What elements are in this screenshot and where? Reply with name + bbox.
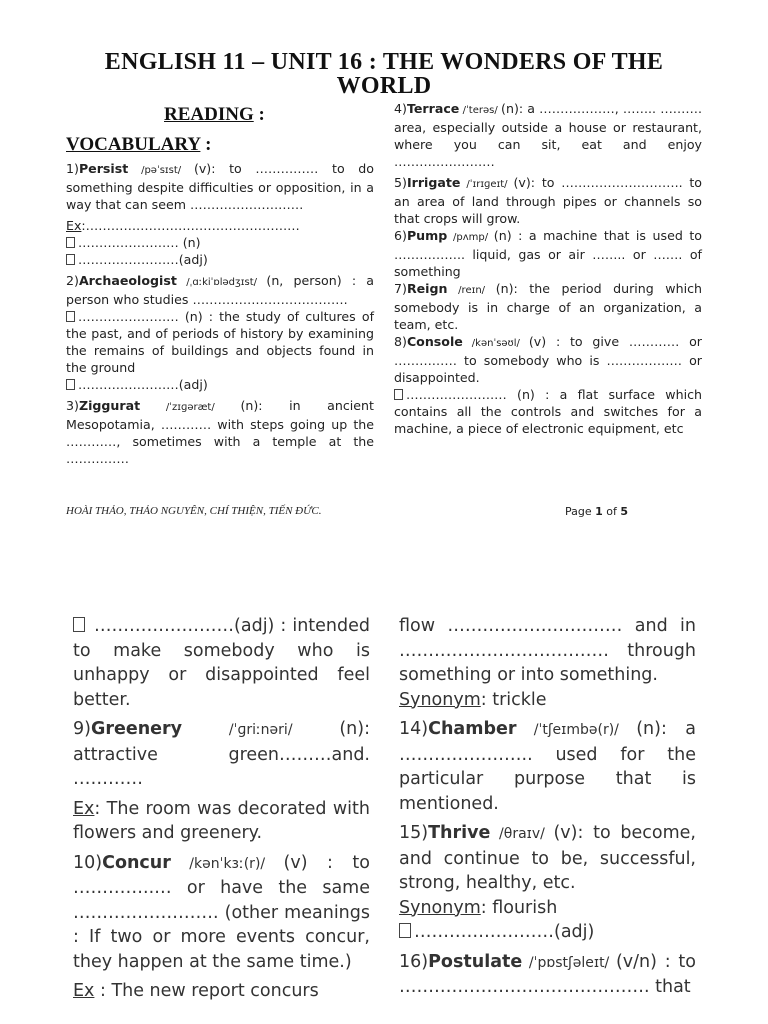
entry-archaeologist: 2)Archaeologist /ˌɑːkiˈɒlədʒɪst/ (n, person) : a person who studies ……………………………….: [66, 273, 374, 307]
phonetic: /ˌɑːkiˈɒlədʒɪst/: [176, 277, 267, 288]
vocab-word: Ziggurat: [78, 398, 141, 413]
entry-postulate: 16)Postulate /ˈpɒstʃəleɪt/ (v/n) : to ……………………………………. that: [399, 951, 696, 997]
phonetic: /reɪn/: [447, 285, 496, 296]
entry-persist: 1)Persist /pəˈsɪst/ (v): to …………… to do something despite difficulties or opposition, in a way that can seem ………………………: [66, 161, 374, 212]
checkbox-glyph-icon: [73, 617, 85, 632]
entry-irrigate: 5)Irrigate /ˈɪrɪɡeɪt/ (v): to ……………………….. to an area of land through pipes or channels so that crops will grow.: [394, 175, 702, 226]
vocab-word: Concur: [102, 852, 171, 873]
word-form-line: ……………………(adj): [66, 251, 374, 268]
word-form-line: ……………………(adj): [399, 920, 696, 945]
phonetic: /ˈpɒstʃəleɪt/: [522, 954, 616, 971]
checkbox-glyph-icon: [399, 923, 411, 938]
entry-pump: 6)Pump /pʌmp/ (n) : a machine that is used to …………….. liquid, gas or air …….. or ……. of something: [394, 228, 702, 279]
reading-heading: READING :: [164, 104, 265, 125]
word-form-line: …………………… (n): [66, 234, 374, 251]
checkbox-glyph-icon: [394, 389, 403, 400]
phonetic: /pəˈsɪst/: [128, 165, 194, 176]
checkbox-glyph-icon: [66, 311, 75, 322]
checkbox-glyph-icon: [66, 237, 75, 248]
page-title: ENGLISH 11 – UNIT 16 : THE WONDERS OF THE WORLD: [104, 49, 664, 99]
page2-left-column: [73, 614, 370, 1009]
entry-terrace: 4)Terrace /ˈterəs/ (n): a ………………, …….. ………. area, especially outside a house or restaurant, where you can sit, eat and enjoy ……………………: [394, 101, 702, 169]
example-line: Ex:……………………………………………: [66, 218, 300, 233]
page-number: Page 1 of 5: [565, 505, 629, 518]
entry-greenery: 9)Greenery /ˈɡriːnəri/ (n): attractive green………and. …………: [73, 719, 370, 789]
vocab-word: Persist: [78, 161, 129, 176]
vocab-word: Chamber: [428, 719, 517, 739]
vocab-word: Pump: [406, 228, 448, 243]
phonetic: /kənˈsəʊl/: [462, 338, 529, 349]
checkbox-glyph-icon: [66, 254, 75, 265]
vocab-word: Greenery: [90, 719, 183, 739]
entry-reign: 7)Reign /reɪn/ (n): the period during which somebody is in charge of an organization, a team, etc.: [394, 281, 702, 332]
word-form-line: ……………………(adj): [66, 376, 374, 393]
vocab-word: Terrace: [406, 101, 460, 116]
phonetic: /kənˈkɜː(r)/: [170, 855, 284, 872]
right-column: [394, 100, 702, 441]
phonetic: /θraɪv/: [490, 826, 554, 842]
entry-console: 8)Console /kənˈsəʊl/ (v) : to give ………… or …………… to somebody who is ……………… or disappointed.: [394, 334, 702, 385]
phonetic: /ˈɪrɪɡeɪt/: [460, 179, 514, 190]
page2-right-column: [399, 614, 696, 1005]
phonetic: /ˈzɪɡəræt/: [140, 402, 241, 413]
phonetic: /ˈtʃeɪmbə(r)/: [516, 722, 637, 738]
vocab-word: Archaeologist: [78, 273, 177, 288]
footer-authors: HOÀI THẢO, THẢO NGUYÊN, CHÍ THIỆN, TIẾN ĐỨC.: [66, 505, 322, 517]
continued-text: flow ………………………… and in ……………………………… through something or into something.: [399, 616, 696, 685]
synonym-line: Synonym: trickle: [399, 689, 547, 710]
vocab-word: Console: [406, 334, 463, 349]
word-form-line: …………………… (n) : the study of cultures of the past, and of periods of history by examining the remains of buildings and objects found in the ground: [66, 309, 374, 375]
example-line: Ex : The new report concurs: [73, 981, 319, 1001]
vocab-word: Irrigate: [406, 175, 461, 190]
vocab-word: Reign: [406, 281, 448, 296]
entry-chamber: 14)Chamber /ˈtʃeɪmbə(r)/ (n): a ………………….. used for the particular purpose that is mentioned.: [399, 719, 696, 814]
entry-thrive: 15)Thrive /θraɪv/ (v): to become, and continue to be, successful, strong, healthy, etc.: [399, 823, 696, 893]
entry-concur: 10)Concur /kənˈkɜː(r)/ (v) : to …………..… or have the same ……………………. (other meanings : If two or more events concur, they happen at the same time.): [73, 852, 370, 972]
vocab-word: Thrive: [428, 823, 491, 843]
synonym-line: Synonym: flourish: [399, 897, 558, 918]
word-form-line: ……………………(adj) : intended to make somebody who is unhappy or disappointed feel better.: [73, 616, 370, 710]
phonetic: /ˈterəs/: [459, 105, 502, 116]
vocabulary-heading: VOCABULARY :: [66, 134, 212, 155]
word-form-line: …………………… (n) : a flat surface which contains all the controls and switches for a machine, a piece of electronic equipment, etc: [394, 387, 702, 436]
left-column: [66, 160, 374, 471]
entry-ziggurat: 3)Ziggurat /ˈzɪɡəræt/ (n): in ancient Mesopotamia, ………… with steps going up the …………, sometimes with a temple at the ……………: [66, 398, 374, 466]
checkbox-glyph-icon: [66, 379, 75, 390]
vocab-word: Postulate: [428, 951, 523, 972]
phonetic: /pʌmp/: [447, 232, 494, 243]
example-line: Ex: The room was decorated with flowers and greenery.: [73, 798, 370, 843]
phonetic: /ˈɡriːnəri/: [182, 722, 340, 738]
